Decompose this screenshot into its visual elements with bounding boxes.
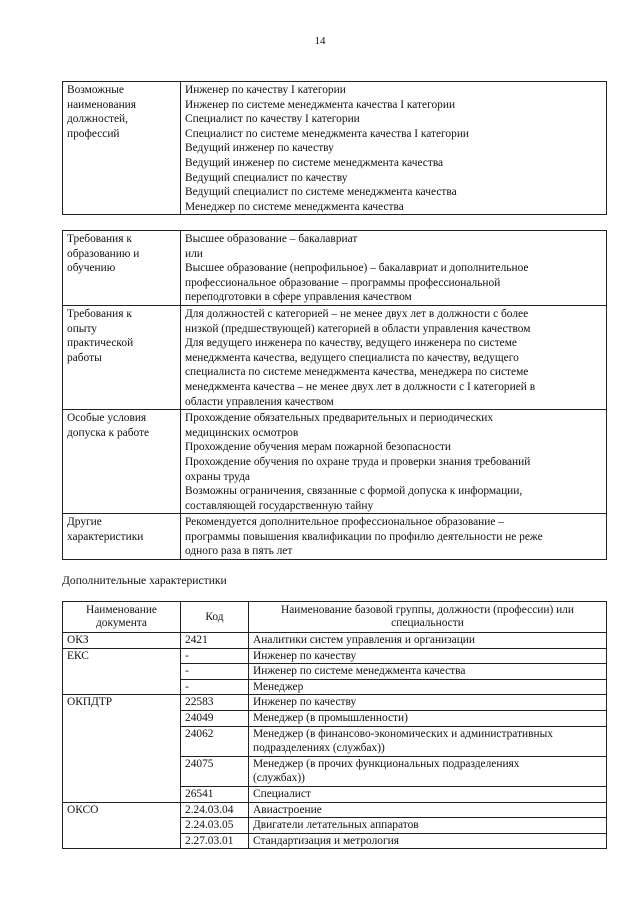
name-cell (249, 695, 607, 711)
requirements-text-cell (181, 305, 607, 409)
requirement-line: составляющей государственную тайну (185, 499, 374, 512)
name-cell (249, 679, 607, 695)
requirements-label-cell (63, 410, 181, 514)
name-line: Авиастроение (253, 803, 322, 816)
row-label-line: профессий (67, 127, 120, 140)
code-cell: 26541 (181, 786, 249, 802)
name-cell (249, 664, 607, 680)
name-cell (249, 756, 607, 786)
position-title: Специалист по качеству I категории (185, 113, 360, 126)
name-line: Аналитики систем управления и организации (253, 634, 475, 646)
name-line: Инженер по системе менеджмента качества (253, 665, 466, 678)
document-cell: ЕКС (63, 648, 181, 695)
code-cell: - (181, 648, 249, 664)
requirement-line: Прохождение обучения мерам пожарной безопасности (185, 441, 451, 454)
positions-values-cell (181, 82, 607, 215)
position-title: Ведущий инженер по качеству (185, 142, 334, 155)
requirement-line: Прохождение обязательных предварительных и периодических (185, 412, 494, 425)
requirements-text-cell (181, 231, 607, 306)
name-line: Инженер по качеству (253, 649, 357, 662)
name-line: Менеджер (в финансово-экономических и административных (253, 727, 553, 740)
name-line: Инженер по качеству (253, 696, 357, 709)
code-cell: 2.24.03.05 (181, 818, 249, 834)
requirements-label-cell (63, 514, 181, 560)
requirement-line: одного раза в пять лет (185, 545, 293, 558)
row-label-line: практической (67, 337, 134, 350)
header-line: документа (96, 617, 147, 629)
row-label-line: Другие (67, 516, 102, 529)
requirement-line: Возможны ограничения, связанные с формой допуска к информации, (185, 485, 523, 498)
row-label-line: наименования (67, 98, 137, 111)
code-cell: 2.24.03.04 (181, 802, 249, 818)
row-label-line: Возможные (67, 84, 124, 96)
name-cell (249, 726, 607, 756)
name-line: подразделениях (службах)) (253, 742, 385, 755)
requirements-label-cell (63, 231, 181, 306)
row-label-line: Требования к (67, 307, 132, 320)
position-title: Менеджер по системе менеджмента качества (185, 200, 404, 213)
classifier-header-row (63, 602, 607, 633)
code-cell: 24075 (181, 756, 249, 786)
code-cell: 24062 (181, 726, 249, 756)
document-cell: ОКЗ (63, 633, 181, 649)
name-line: Менеджер (в прочих функциональных подразделениях (253, 757, 520, 770)
requirements-row-admission (63, 410, 607, 514)
positions-row (63, 82, 607, 215)
requirement-line: медицинских осмотров (185, 426, 299, 439)
classifier-table (62, 601, 607, 849)
name-line: Двигатели летательных аппаратов (253, 819, 419, 832)
code-cell: 24049 (181, 710, 249, 726)
row-label-line: работы (67, 351, 102, 364)
header-name (249, 602, 607, 633)
header-code: Код (181, 602, 249, 633)
requirement-line: переподготовки в сфере управления качеством (185, 291, 412, 304)
code-cell: - (181, 679, 249, 695)
requirements-label-cell (63, 305, 181, 409)
row-label-line: образованию и (67, 247, 140, 260)
row-label-line: должностей, (67, 113, 129, 126)
row-label-line: обучению (67, 262, 116, 275)
row-label-line: Требования к (67, 233, 132, 245)
table-row (63, 802, 607, 818)
requirement-line: низкой (предшествующей) категорией в области управления качеством (185, 322, 531, 335)
positions-label-cell (63, 82, 181, 215)
requirement-line: Прохождение обучения по охране труда и проверки знания требований (185, 455, 531, 468)
position-title: Ведущий специалист по качеству (185, 171, 348, 184)
name-line: (службах)) (253, 772, 305, 785)
positions-table (62, 81, 607, 215)
requirements-row-experience (63, 305, 607, 409)
name-cell (249, 633, 607, 649)
name-cell (249, 818, 607, 834)
requirement-line: области управления качеством (185, 395, 334, 408)
requirement-line: профессиональное образование – программы профессиональной (185, 276, 501, 289)
name-cell (249, 648, 607, 664)
position-title: Ведущий специалист по системе менеджмента качества (185, 186, 457, 199)
code-cell: 2421 (181, 633, 249, 649)
requirement-line: Рекомендуется дополнительное профессиональное образование – (185, 516, 504, 529)
table-row (63, 633, 607, 649)
position-title: Инженер по системе менеджмента качества I категории (185, 98, 456, 111)
requirement-line: Высшее образование (непрофильное) – бакалавриат и дополнительное (185, 262, 529, 275)
row-label-line: характеристики (67, 530, 144, 543)
name-line: Менеджер (253, 680, 304, 693)
position-title: Инженер по качеству I категории (185, 84, 346, 96)
row-label-line: Особые условия (67, 412, 147, 425)
section-title: Дополнительные характеристики (62, 574, 227, 587)
header-document (63, 602, 181, 633)
header-line: специальности (391, 617, 464, 629)
requirement-line: программы повышения квалификации по профилю деятельности не реже (185, 530, 543, 543)
header-line: Наименование (86, 604, 157, 616)
name-line: Специалист (253, 787, 311, 800)
row-label-line: допуска к работе (67, 426, 150, 439)
table-row (63, 695, 607, 711)
page-number: 14 (314, 35, 326, 47)
requirement-line: или (185, 247, 203, 260)
name-cell (249, 802, 607, 818)
name-cell (249, 786, 607, 802)
requirements-row-education (63, 231, 607, 306)
requirement-line: Для ведущего инженера по качеству, ведущего инженера по системе (185, 337, 517, 350)
requirement-line: менеджмента качества, ведущего специалиста по качеству, ведущего (185, 351, 519, 364)
code-cell: 2.27.03.01 (181, 833, 249, 849)
header-line: Наименование базовой группы, должности (профессии) или (281, 604, 574, 616)
position-title: Специалист по системе менеджмента качества I категории (185, 127, 470, 140)
name-line: Менеджер (в промышленности) (253, 711, 408, 724)
position-title: Ведущий инженер по системе менеджмента качества (185, 156, 444, 169)
document-cell: ОКПДТР (63, 695, 181, 802)
name-line: Стандартизация и метрология (253, 834, 399, 847)
requirement-line: специалиста по системе менеджмента качества, менеджера по системе (185, 366, 529, 379)
row-label-line: опыту (67, 322, 97, 335)
name-cell (249, 833, 607, 849)
document-cell: ОКСО (63, 802, 181, 849)
requirements-row-other (63, 514, 607, 560)
requirements-table (62, 230, 607, 560)
code-cell: - (181, 664, 249, 680)
table-row (63, 648, 607, 664)
code-cell: 22583 (181, 695, 249, 711)
requirement-line: охраны труда (185, 470, 250, 483)
requirements-text-cell (181, 410, 607, 514)
requirement-line: Для должностей с категорией – не менее двух лет в должности с более (185, 307, 529, 320)
requirement-line: менеджмента качества – не менее двух лет в должности с I категорией в (185, 380, 536, 393)
requirement-line: Высшее образование – бакалавриат (185, 233, 358, 245)
name-cell (249, 710, 607, 726)
requirements-text-cell (181, 514, 607, 560)
